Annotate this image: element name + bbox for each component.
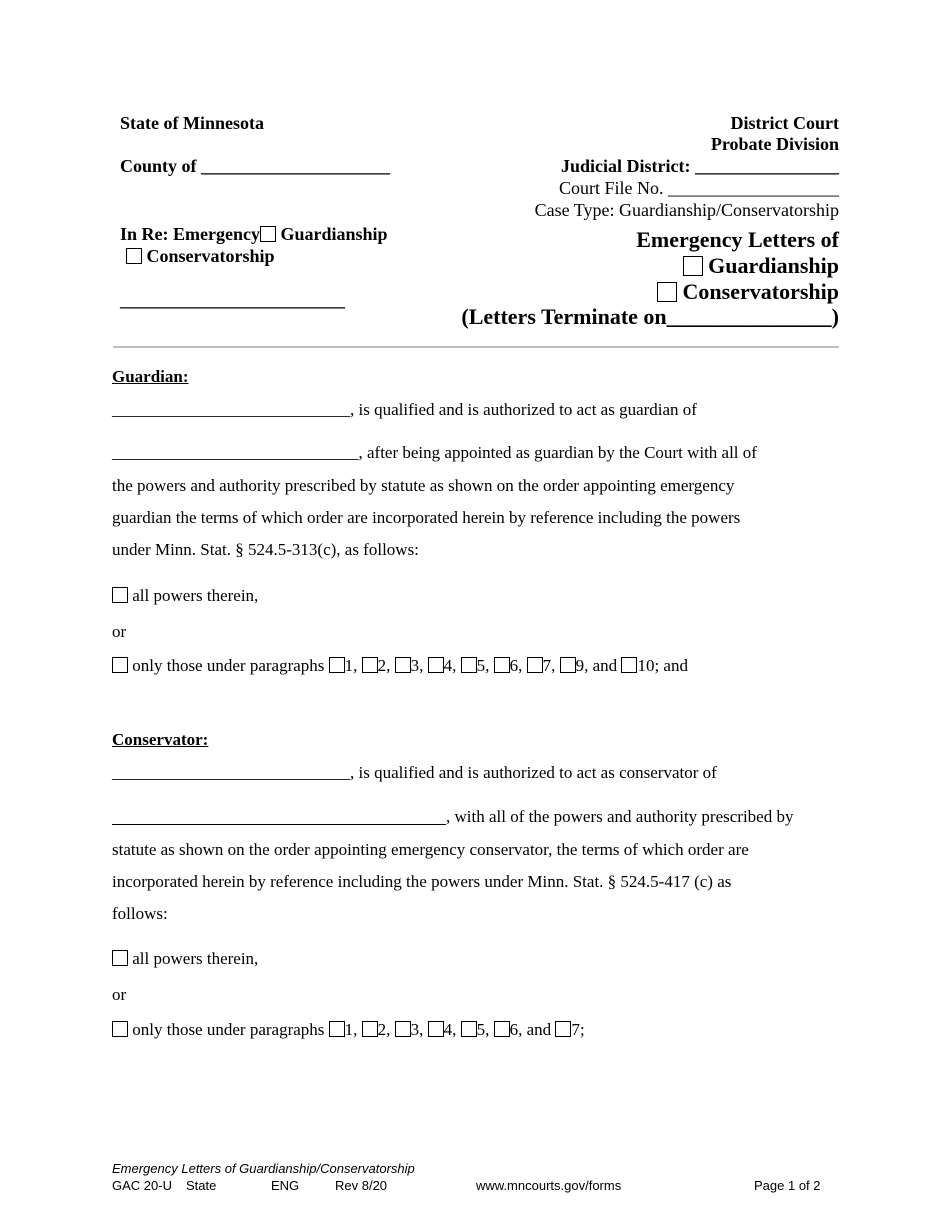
in-re-line xyxy=(120,224,388,245)
conservator-paragraph-label: 3, xyxy=(410,1020,424,1039)
respondent-name-blank[interactable]: _________________________ xyxy=(120,290,345,310)
conservator-paragraph-label: 4, xyxy=(443,1020,457,1039)
conservator-paragraph-checkbox[interactable] xyxy=(555,1021,571,1037)
title-conservatorship-label: Conservatorship xyxy=(682,279,839,304)
conservator-line5: follows: xyxy=(112,904,168,923)
case-type: Case Type: Guardianship/Conservatorship xyxy=(534,200,839,220)
guardian-paragraph-checkbox[interactable] xyxy=(560,657,576,673)
guardian-only-those-checkbox[interactable] xyxy=(112,657,128,673)
guardian-paragraph-label: 7, xyxy=(542,656,556,675)
conservator-paragraph-checkbox[interactable] xyxy=(395,1021,411,1037)
footer-form-title: Emergency Letters of Guardianship/Conservatorship xyxy=(112,1161,415,1176)
guardian-paragraph-checkbox[interactable] xyxy=(621,657,637,673)
guardian-paragraph-label: 2, xyxy=(377,656,391,675)
terminate-date-line[interactable]: (Letters Terminate on_______________) xyxy=(461,304,839,329)
guardian-line1 xyxy=(112,400,697,420)
in-re-label: In Re: Emergency xyxy=(120,224,260,244)
guardian-line3: the powers and authority prescribed by statute as shown on the order appointing emergency xyxy=(112,476,735,495)
guardian-line2 xyxy=(112,443,757,463)
conservator-paragraph-checkbox[interactable] xyxy=(329,1021,345,1037)
footer-state: State xyxy=(186,1178,217,1193)
guardian-paragraph-label: 10; and xyxy=(637,656,688,675)
guardian-paragraph-label: 9, and xyxy=(575,656,618,675)
protected-person-name-line[interactable] xyxy=(112,808,446,825)
guardian-all-powers-label: all powers therein, xyxy=(132,586,259,605)
conservator-paragraph-label: 1, xyxy=(344,1020,358,1039)
judicial-district-blank[interactable]: ________________ xyxy=(695,156,839,176)
judicial-district-field xyxy=(561,156,839,177)
guardian-paragraph-label: 3, xyxy=(410,656,424,675)
conservator-all-powers-option xyxy=(112,949,258,969)
court-label: District Court xyxy=(730,113,839,133)
guardian-paragraph-checkbox[interactable] xyxy=(428,657,444,673)
guardian-line4: guardian the terms of which order are incorporated herein by reference including the powers xyxy=(112,508,741,527)
conservator-only-those-option xyxy=(112,1020,585,1040)
guardian-only-those-option xyxy=(112,656,688,676)
conservator-line1 xyxy=(112,763,717,783)
conservator-line1-text: , is qualified and is authorized to act as conservator of xyxy=(350,763,717,782)
court-file-field xyxy=(559,178,839,199)
state-label: State of Minnesota xyxy=(120,113,264,133)
guardian-line2-text: , after being appointed as guardian by the Court with all of xyxy=(358,443,757,462)
footer-form-code: GAC 20-U xyxy=(112,1178,172,1193)
title-line1: Emergency Letters of xyxy=(636,227,839,252)
guardian-paragraph-checkbox[interactable] xyxy=(527,657,543,673)
guardian-all-powers-option xyxy=(112,586,258,606)
conservator-paragraph-checkbox[interactable] xyxy=(362,1021,378,1037)
in-re-conservatorship-label: Conservatorship xyxy=(146,246,275,266)
guardian-paragraph-label: 5, xyxy=(476,656,490,675)
guardian-paragraph-checkbox[interactable] xyxy=(329,657,345,673)
title-guardianship-label: Guardianship xyxy=(708,253,839,278)
guardian-line1-text: , is qualified and is authorized to act as guardian of xyxy=(350,400,697,419)
guardian-or: or xyxy=(112,622,127,641)
conservator-paragraph-checkbox[interactable] xyxy=(461,1021,477,1037)
footer-page-number: Page 1 of 2 xyxy=(754,1178,821,1193)
title-conservatorship-line xyxy=(657,279,839,305)
guardian-name-blank[interactable]: ____________________________ xyxy=(112,400,350,419)
in-re-conservatorship-checkbox[interactable] xyxy=(126,248,142,264)
in-re-guardianship-checkbox[interactable] xyxy=(260,226,276,242)
conservator-only-those-label: only those under paragraphs xyxy=(132,1020,325,1039)
judicial-district-label: Judicial District: xyxy=(561,156,691,176)
in-re-guardianship-label: Guardianship xyxy=(280,224,388,244)
court-file-label: Court File No. xyxy=(558,178,664,198)
guardian-paragraph-checkbox[interactable] xyxy=(395,657,411,673)
footer-rev: Rev 8/20 xyxy=(335,1178,388,1193)
conservator-paragraph-checkbox[interactable] xyxy=(428,1021,444,1037)
header-divider xyxy=(113,346,839,348)
conservator-all-powers-checkbox[interactable] xyxy=(112,950,128,966)
county-field xyxy=(120,156,390,177)
guardian-only-those-label: only those under paragraphs xyxy=(132,656,325,675)
guardian-paragraph-checkbox[interactable] xyxy=(494,657,510,673)
guardian-paragraph-label: 4, xyxy=(443,656,457,675)
guardian-paragraph-label: 1, xyxy=(344,656,358,675)
in-re-conservatorship-line xyxy=(126,246,275,267)
conservator-paragraph-label: 2, xyxy=(377,1020,391,1039)
conservator-or: or xyxy=(112,985,127,1004)
court-file-blank[interactable]: ___________________ xyxy=(668,178,839,198)
title-guardianship-line xyxy=(683,253,839,279)
conservator-paragraph-label: 7; xyxy=(571,1020,585,1039)
conservator-name-blank[interactable]: ____________________________ xyxy=(112,763,350,782)
guardian-all-powers-checkbox[interactable] xyxy=(112,587,128,603)
conservator-line2-text: , with all of the powers and authority prescribed by xyxy=(446,807,794,826)
conservator-only-those-checkbox[interactable] xyxy=(112,1021,128,1037)
conservator-line3: statute as shown on the order appointing emergency conservator, the terms of which order are xyxy=(112,840,749,859)
conservator-line4: incorporated herein by reference including the powers under Minn. Stat. § 524.5-417 (c) as xyxy=(112,872,732,891)
guardian-paragraph-label: 6, xyxy=(509,656,523,675)
county-blank[interactable]: _____________________ xyxy=(201,156,391,176)
conservator-paragraph-label: 5, xyxy=(476,1020,490,1039)
guardian-paragraph-checkbox[interactable] xyxy=(362,657,378,673)
county-label: County of xyxy=(120,156,197,176)
ward-name-blank[interactable]: _____________________________ xyxy=(112,443,359,462)
title-conservatorship-checkbox[interactable] xyxy=(657,282,677,302)
conservator-all-powers-label: all powers therein, xyxy=(132,949,259,968)
footer-url[interactable]: www.mncourts.gov/forms xyxy=(476,1178,622,1193)
conservator-paragraph-checkbox[interactable] xyxy=(494,1021,510,1037)
guardian-paragraph-checkbox[interactable] xyxy=(461,657,477,673)
division-label: Probate Division xyxy=(710,134,839,154)
conservator-heading: Conservator: xyxy=(112,730,209,749)
guardian-heading: Guardian: xyxy=(112,367,189,386)
footer-lang: ENG xyxy=(271,1178,300,1193)
guardian-line5: under Minn. Stat. § 524.5-313(c), as follows: xyxy=(112,540,419,559)
title-guardianship-checkbox[interactable] xyxy=(683,256,703,276)
conservator-line2 xyxy=(112,807,793,827)
conservator-paragraph-label: 6, and xyxy=(509,1020,552,1039)
